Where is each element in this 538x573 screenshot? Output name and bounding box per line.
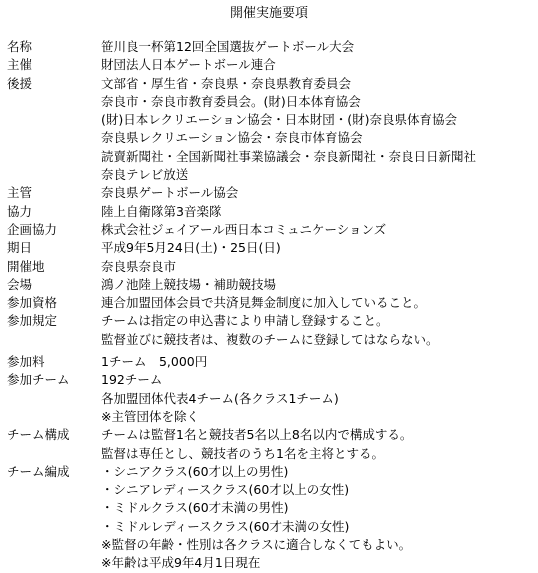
- row-label: チーム構成: [7, 427, 70, 443]
- row-cooperation: [7, 203, 535, 221]
- row-value: [101, 463, 535, 573]
- value-line: 監督は専任とし、競技者のうち1名を主将とする。: [101, 445, 384, 461]
- value-line: ・シニアクラス(60才以上の男性): [101, 463, 289, 479]
- row-label: 企画協力: [7, 221, 58, 237]
- value-line: ※年齢は平成9年4月1日現在: [101, 555, 261, 571]
- value-line: 株式会社ジェイアール西日本コミュニケーションズ: [101, 221, 387, 237]
- value-line: 文部省・厚生省・奈良県・奈良県教育委員会: [101, 75, 352, 91]
- row-value: [101, 56, 535, 74]
- row-value: [101, 184, 535, 202]
- value-line: 192チーム: [101, 372, 163, 388]
- value-line: 奈良テレビ放送: [101, 167, 189, 183]
- outline-table: [7, 38, 535, 573]
- row-value: [101, 276, 535, 294]
- row-label: 協力: [7, 203, 33, 219]
- value-line: 奈良県レクリエーション協会・奈良市体育協会: [101, 130, 363, 146]
- row-support: [7, 75, 535, 185]
- row-label: 期日: [7, 240, 33, 256]
- row-teams: [7, 371, 535, 426]
- row-date: [7, 239, 535, 257]
- value-line: 各加盟団体代表4チーム(各クラス1チーム): [101, 390, 339, 406]
- value-line: 笹川良一杯第12回全国選抜ゲートボール大会: [101, 39, 355, 54]
- row-value: [101, 312, 535, 349]
- row-team-composition: [7, 426, 535, 463]
- row-label: 会場: [7, 276, 33, 292]
- row-label: 名称: [7, 39, 33, 54]
- value-line: 陸上自衛隊第3音楽隊: [101, 203, 222, 219]
- row-label: 主管: [7, 185, 33, 201]
- value-line: 読賣新聞社・全国新聞社事業協議会・奈良新聞社・奈良日日新聞社: [101, 148, 477, 164]
- row-value: [101, 294, 535, 312]
- value-line: ※監督の年齢・性別は各クラスに適合しなくてもよい。: [101, 537, 412, 553]
- value-line: 監督並びに競技者は、複数のチームに登録してはならない。: [101, 331, 439, 347]
- value-line: 奈良市・奈良市教育委員会。(財)日本体育協会: [101, 93, 361, 109]
- row-value: [101, 221, 535, 239]
- page-title: 開催実施要項: [229, 6, 308, 21]
- value-line: ・ミドルクラス(60才未満の男性): [101, 500, 289, 516]
- row-value: [101, 258, 535, 276]
- row-label: 参加料: [7, 354, 45, 370]
- row-label: 開催地: [7, 258, 45, 274]
- value-line: 平成9年5月24日(土)・25日(日): [101, 240, 281, 256]
- row-value: [101, 38, 535, 56]
- row-venue: [7, 276, 535, 294]
- row-venue-city: [7, 258, 535, 276]
- value-line: ・ミドルレディースクラス(60才未満の女性): [101, 518, 350, 534]
- row-fee: [7, 353, 535, 371]
- row-label: 後援: [7, 75, 33, 91]
- value-line: チームは指定の申込書により申請し登録すること。: [101, 313, 389, 329]
- value-line: 1チーム 5,000円: [101, 354, 208, 370]
- row-value: [101, 426, 535, 463]
- row-team-classes: [7, 463, 535, 573]
- value-line: チームは監督1名と競技者5名以上8名以内で構成する。: [101, 427, 413, 443]
- row-label: 参加規定: [7, 313, 58, 329]
- row-eligibility: [7, 294, 535, 312]
- row-value: [101, 203, 535, 221]
- row-label: 主催: [7, 57, 33, 73]
- row-management: [7, 184, 535, 202]
- value-line: ・シニアレディースクラス(60才以上の女性): [101, 482, 350, 498]
- row-organizer: [7, 56, 535, 74]
- value-line: ※主管団体を除く: [101, 408, 199, 424]
- value-line: 連合加盟団体会員で共済見舞金制度に加入していること。: [101, 295, 427, 311]
- row-value: [101, 371, 535, 426]
- row-label: チーム編成: [7, 463, 70, 479]
- row-label: 参加資格: [7, 295, 58, 311]
- row-rules: [7, 312, 535, 349]
- value-line: 鴻ノ池陸上競技場・補助競技場: [101, 276, 277, 292]
- value-line: 財団法人日本ゲートボール連合: [101, 57, 276, 73]
- row-value: [101, 353, 535, 371]
- row-name: [7, 38, 535, 56]
- value-line: 奈良県ゲートボール協会: [101, 185, 239, 201]
- row-label: 参加チーム: [7, 372, 70, 388]
- row-value: [101, 75, 535, 185]
- row-value: [101, 239, 535, 257]
- value-line: (財)日本レクリエーション協会・日本財団・(財)奈良県体育協会: [101, 112, 458, 128]
- row-planning: [7, 221, 535, 239]
- value-line: 奈良県奈良市: [101, 258, 177, 274]
